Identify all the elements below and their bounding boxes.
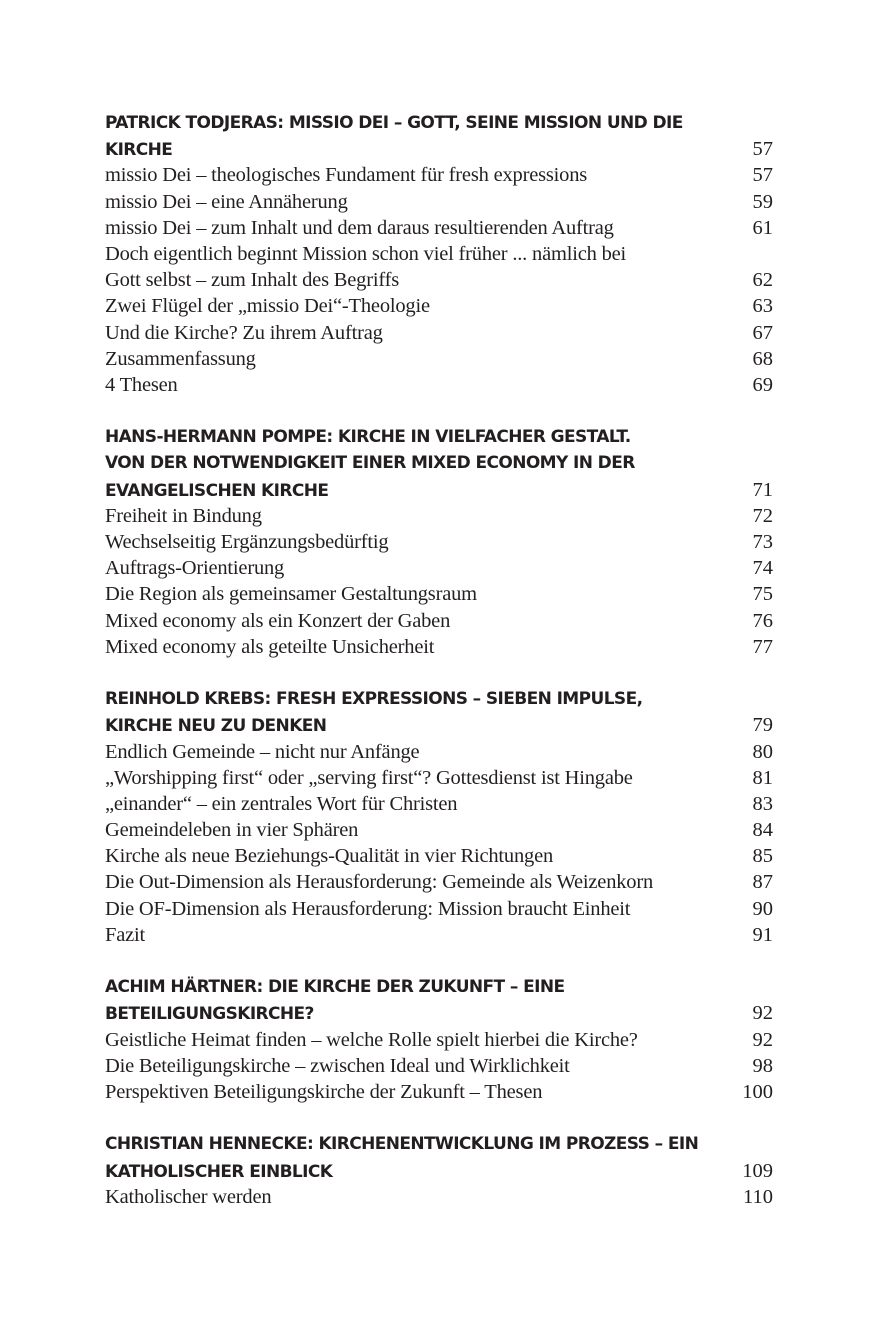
toc-entry[interactable] — [105, 634, 773, 660]
entry-title: Die Out-Dimension als Herausforderung: Gemeinde als Weizenkorn — [105, 871, 654, 894]
entry-title: „Worshipping first“ oder „serving first“? Gottesdienst ist Hingabe — [105, 766, 633, 789]
chapter-title: BETEILIGUNGSKIRCHE? — [105, 1004, 314, 1025]
chapter-title: KIRCHE — [105, 140, 173, 161]
toc-entry[interactable] — [105, 1079, 773, 1105]
toc-entry[interactable] — [105, 817, 773, 843]
chapter-heading-line[interactable] — [105, 424, 773, 450]
chapter-heading-line[interactable] — [105, 110, 773, 136]
chapter-heading-line[interactable] — [105, 686, 773, 712]
entry-title: Endlich Gemeinde – nicht nur Anfänge — [105, 740, 420, 763]
toc-entry[interactable] — [105, 293, 773, 319]
entry-title: Doch eigentlich beginnt Mission schon viel früher ... nämlich bei — [105, 242, 627, 265]
entry-title: Zwei Flügel der „missio Dei“-Theologie — [105, 295, 430, 318]
entry-title: missio Dei – eine Annäherung — [105, 190, 348, 213]
entry-page-number: 92 — [752, 1028, 773, 1051]
chapter-heading-line[interactable] — [105, 1158, 773, 1184]
toc-entry[interactable] — [105, 581, 773, 607]
entry-title: Freiheit in Bindung — [105, 504, 262, 527]
entry-page-number: 69 — [752, 373, 773, 396]
entry-page-number: 63 — [752, 295, 773, 318]
chapter-heading-line[interactable] — [105, 136, 773, 162]
entry-page-number: 100 — [742, 1080, 773, 1103]
entry-title: Wechselseitig Ergänzungsbedürftig — [105, 531, 389, 553]
entry-page-number: 91 — [752, 923, 773, 946]
toc-entry[interactable] — [105, 791, 773, 817]
toc-entry[interactable] — [105, 162, 773, 188]
entry-title: Geistliche Heimat finden – welche Rolle spielt hierbei die Kirche? — [105, 1028, 638, 1051]
entry-title: Die Region als gemeinsamer Gestaltungsraum — [105, 583, 477, 606]
toc-section — [105, 974, 773, 1105]
entry-page-number: 87 — [752, 871, 773, 894]
entry-title: Und die Kirche? Zu ihrem Auftrag — [105, 321, 383, 344]
toc-entry[interactable] — [105, 739, 773, 765]
toc-entry[interactable] — [105, 267, 773, 293]
toc-section — [105, 1131, 773, 1210]
toc-entry[interactable] — [105, 320, 773, 346]
toc-entry[interactable] — [105, 843, 773, 869]
chapter-heading-line[interactable] — [105, 712, 773, 738]
entry-page-number: 61 — [752, 216, 773, 239]
entry-page-number: 110 — [743, 1185, 773, 1208]
chapter-page-number: 71 — [752, 478, 773, 501]
entry-page-number: 77 — [752, 635, 773, 658]
entry-title: Zusammenfassung — [105, 347, 256, 370]
entry-title: „einander“ – ein zentrales Wort für Christen — [105, 792, 458, 815]
chapter-title: HANS-HERMANN POMPE: KIRCHE IN VIELFACHER GESTALT. — [105, 427, 631, 448]
toc-entry[interactable] — [105, 1027, 773, 1053]
chapter-title: CHRISTIAN HENNECKE: KIRCHENENTWICKLUNG IM PROZESS – EIN — [105, 1134, 699, 1155]
toc-entry[interactable] — [105, 555, 773, 581]
toc-section — [105, 424, 773, 660]
toc-entry[interactable] — [105, 1053, 773, 1079]
chapter-heading-line[interactable] — [105, 974, 773, 1000]
entry-title: missio Dei – theologisches Fundament für fresh expressions — [105, 164, 588, 187]
toc-entry[interactable] — [105, 1184, 773, 1210]
entry-page-number: 83 — [752, 792, 773, 815]
entry-page-number: 57 — [752, 164, 773, 187]
entry-title: Katholischer werden — [105, 1185, 272, 1208]
entry-title: Perspektiven Beteiligungskirche der Zukunft – Thesen — [105, 1080, 543, 1103]
toc-entry[interactable] — [105, 922, 773, 948]
toc-section — [105, 686, 773, 948]
chapter-page-number: 79 — [752, 714, 773, 737]
entry-page-number: 81 — [752, 766, 773, 789]
table-of-contents — [105, 110, 773, 1236]
entry-title: Gott selbst – zum Inhalt des Begriffs — [105, 269, 399, 292]
chapter-title: ACHIM HÄRTNER: DIE KIRCHE DER ZUKUNFT – EINE — [105, 977, 565, 998]
toc-section — [105, 110, 773, 398]
entry-title: Die Beteiligungskirche – zwischen Ideal und Wirklichkeit — [105, 1054, 570, 1077]
toc-entry[interactable] — [105, 896, 773, 922]
entry-title: Mixed economy als geteilte Unsicherheit — [105, 635, 435, 658]
chapter-title: KATHOLISCHER EINBLICK — [105, 1161, 333, 1182]
entry-title: Kirche als neue Beziehungs-Qualität in vier Richtungen — [105, 845, 554, 868]
entry-page-number: 74 — [752, 557, 773, 580]
entry-page-number: 72 — [752, 504, 773, 527]
chapter-page-number: 92 — [752, 1002, 773, 1025]
entry-title: Mixed economy als ein Konzert der Gaben — [105, 609, 451, 632]
entry-page-number: 67 — [752, 321, 773, 344]
entry-page-number: 73 — [752, 531, 773, 553]
entry-page-number: 68 — [752, 347, 773, 370]
chapter-heading-line[interactable] — [105, 477, 773, 503]
entry-page-number: 98 — [752, 1054, 773, 1077]
toc-entry[interactable] — [105, 241, 773, 267]
entry-page-number: 59 — [752, 190, 773, 213]
entry-title: Gemeindeleben in vier Sphären — [105, 819, 359, 842]
chapter-heading-line[interactable] — [105, 1000, 773, 1026]
chapter-title: PATRICK TODJERAS: MISSIO DEI – GOTT, SEINE MISSION UND DIE — [105, 113, 683, 133]
toc-entry[interactable] — [105, 529, 773, 555]
toc-entry[interactable] — [105, 608, 773, 634]
toc-entry[interactable] — [105, 869, 773, 895]
chapter-page-number: 57 — [752, 138, 773, 161]
chapter-title: VON DER NOTWENDIGKEIT EINER MIXED ECONOMY IN DER — [105, 453, 635, 474]
chapter-title: REINHOLD KREBS: FRESH EXPRESSIONS – SIEBEN IMPULSE, — [105, 689, 643, 710]
chapter-title: EVANGELISCHEN KIRCHE — [105, 480, 329, 501]
entry-title: missio Dei – zum Inhalt und dem daraus resultierenden Auftrag — [105, 216, 614, 239]
entry-title: 4 Thesen — [105, 373, 178, 396]
chapter-heading-line[interactable] — [105, 450, 773, 476]
toc-entry[interactable] — [105, 189, 773, 215]
entry-page-number: 75 — [752, 583, 773, 606]
chapter-heading-line[interactable] — [105, 1131, 773, 1157]
toc-entry[interactable] — [105, 215, 773, 241]
toc-entry[interactable] — [105, 765, 773, 791]
toc-entry[interactable] — [105, 346, 773, 372]
entry-title: Auftrags-Orientierung — [105, 557, 285, 580]
entry-page-number: 84 — [752, 819, 773, 842]
entry-page-number: 90 — [752, 897, 773, 920]
toc-entry[interactable] — [105, 503, 773, 529]
entry-page-number: 76 — [752, 609, 773, 632]
entry-title: Fazit — [105, 923, 145, 946]
entry-page-number: 80 — [752, 740, 773, 763]
entry-page-number: 62 — [752, 269, 773, 292]
chapter-title: KIRCHE NEU ZU DENKEN — [105, 716, 327, 737]
toc-entry[interactable] — [105, 372, 773, 398]
entry-title: Die OF-Dimension als Herausforderung: Mission braucht Einheit — [105, 897, 631, 920]
chapter-page-number: 109 — [742, 1159, 773, 1182]
entry-page-number: 85 — [752, 845, 773, 868]
